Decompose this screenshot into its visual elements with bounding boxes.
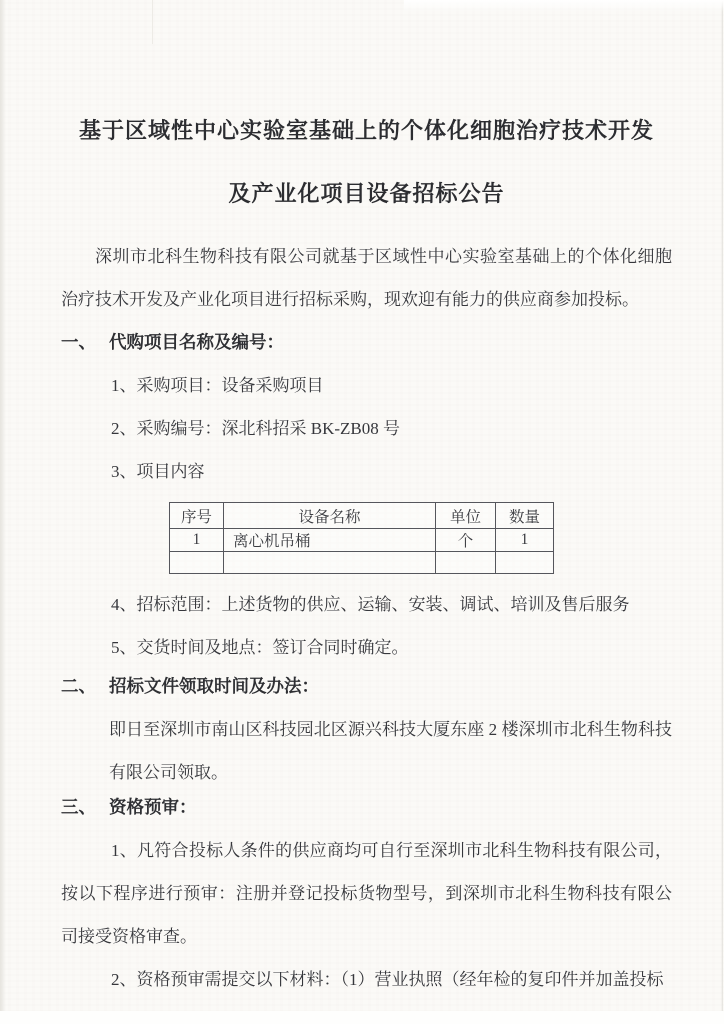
- document-content: [61, 0, 672, 1001]
- section-1-title: 代购项目名称及编号：: [109, 332, 284, 352]
- table-cell-empty: [496, 552, 554, 574]
- section-1-number: 一、: [61, 332, 96, 352]
- table-header-row: [170, 503, 554, 529]
- list-item-project-content: 3、项目内容: [111, 462, 205, 481]
- section-3-number: 三、: [61, 797, 96, 817]
- list-item-bid-scope: 4、招标范围：上述货物的供应、运输、安装、调试、培训及售后服务: [111, 595, 630, 614]
- table-header-quantity: 数量: [496, 503, 554, 529]
- page-edge-shadow-left: [0, 0, 6, 1024]
- table-row-empty: [170, 552, 554, 574]
- table-cell-unit: 个: [436, 529, 496, 552]
- list-item-purchase-number: 2、采购编号：深北科招采 BK-ZB08 号: [111, 419, 400, 438]
- equipment-table: [169, 502, 554, 574]
- section-1-heading: [61, 321, 672, 364]
- table-cell-quantity: 1: [496, 529, 554, 552]
- list-item-purchase-project: 1、采购项目：设备采购项目: [111, 376, 324, 395]
- section-2-title: 招标文件领取时间及办法：: [109, 676, 319, 696]
- section-2-heading: [61, 665, 672, 708]
- table-cell-empty: [170, 552, 224, 574]
- table-cell-equipment-name: 离心机吊桶: [224, 529, 436, 552]
- intro-paragraph: 深圳市北科生物科技有限公司就基于区域性中心实验室基础上的个体化细胞治疗技术开发及产业化项目进行招标采购，现欢迎有能力的供应商参加投标。: [61, 247, 672, 309]
- table-header-equipment-name: 设备名称: [224, 503, 436, 529]
- table-header-unit: 单位: [436, 503, 496, 529]
- section-3-paragraph-2: 2、资格预审需提交以下材料：（1）营业执照（经年检的复印件并加盖投标: [111, 970, 664, 989]
- table-cell-index: 1: [170, 529, 224, 552]
- list-item-delivery: 5、交货时间及地点：签订合同时确定。: [111, 638, 409, 657]
- page-edge-bottom: [0, 1011, 724, 1024]
- title-line-1: 基于区域性中心实验室基础上的个体化细胞治疗技术开发: [78, 118, 654, 143]
- section-2-body: 即日至深圳市南山区科技园北区源兴科技大厦东座 2 楼深圳市北科生物科技有限公司领取。: [109, 720, 672, 782]
- table-header-index: 序号: [170, 503, 224, 529]
- section-3-title: 资格预审：: [109, 797, 197, 817]
- section-3-heading: [61, 786, 672, 829]
- section-2-number: 二、: [61, 676, 96, 696]
- document-title: [61, 99, 672, 225]
- table-cell-empty: [224, 552, 436, 574]
- section-3-paragraph-1: 1、凡符合投标人条件的供应商均可自行至深圳市北科生物科技有限公司，按以下程序进行预审：注册并登记投标货物型号，到深圳市北科生物科技有限公司接受资格审查。: [61, 841, 672, 946]
- title-line-2: 及产业化项目设备招标公告: [228, 181, 505, 206]
- table-row: [170, 529, 554, 552]
- table-cell-empty: [436, 552, 496, 574]
- page-edge-shadow-right: [721, 0, 723, 1024]
